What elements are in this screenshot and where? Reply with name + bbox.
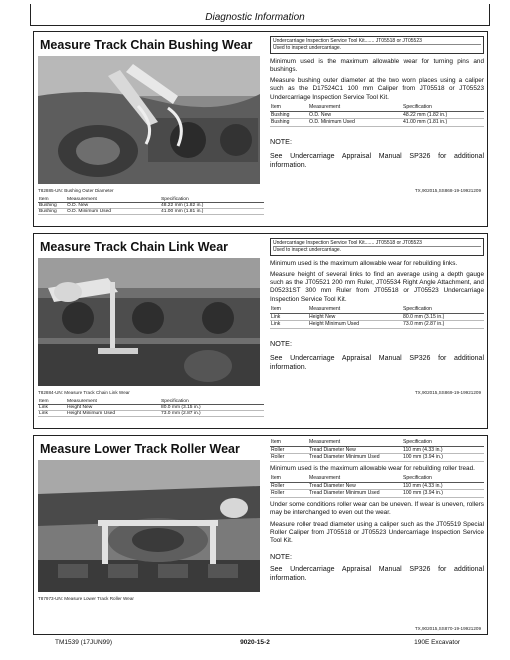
footer-manual-id: TM1539 (17JUN99) [55, 639, 113, 646]
footer-model: 190E Excavator [414, 639, 460, 646]
note-text: See Undercarriage Appraisal Manual SP326 for additional information. [270, 355, 484, 372]
note-label: NOTE: [270, 551, 292, 561]
paragraph: Under some conditions roller wear can be uneven. If wear is uneven, rollers may be interchanged to even out the wear. [270, 500, 484, 517]
section-body [270, 36, 484, 171]
figure-caption: T82885-UN: Bushing Outer Diameter [38, 188, 114, 193]
table-row: Link Height Minimum Used 73.0 mm (2.87 in.) [270, 321, 484, 329]
table-row: Roller Tread Diameter Minimum Used 100 mm (3.94 in.) [270, 454, 484, 462]
table-row: Roller Tread Diameter Minimum Used 100 mm (3.94 in.) [270, 490, 484, 498]
tool-kit-box: Undercarriage Inspection Service Tool Kit....... JT05518 or JT05523 Used to inspect undercarriage. [270, 36, 484, 54]
paragraph: Measure roller tread diameter using a caliper such as the JT05519 Special Roller Caliper from JT05518 or JT05523 Undercarriage Inspection Service Tool Kit. [270, 520, 484, 545]
paragraph: Minimum used is the maximum allowable wear for turning pins and bushings. [270, 57, 484, 73]
figure-caption: T87973-UN: Measure Lower Track Roller Wear [38, 596, 134, 601]
table-row: Bushing O.D. New 48.22 mm (1.82 in.) [270, 111, 484, 119]
table-row: Link Height Minimum Used 73.0 mm (2.87 in.) [38, 411, 264, 417]
photo-link-depth-gauge [38, 258, 260, 386]
section-bushing-wear [33, 31, 488, 227]
section-title: Measure Lower Track Roller Wear [40, 442, 240, 456]
spec-table-top: Item Measurement Specification Roller Tread Diameter New 110 mm (4.33 in.) Roller Tread Diameter Minimum Used 100 mm (3.94 in.) [270, 439, 484, 462]
spec-table: Item Measurement Specification Link Height New 80.0 mm (3.15 in.) Link Height Minimum Used 73.0 mm (2.87 in.) [270, 306, 484, 329]
footer-page-number: 9020-15-2 [240, 639, 270, 646]
note-label: NOTE: [270, 136, 292, 146]
paragraph: Measure height of several links to find an average using a depth gauge such as the JT05521 200 mm Ruler, JT05534 Right Angle Attachment, and D05231ST 300 mm Ruler from JT05518 or JT05523 Undercarriage Inspection Service Tool Kit. [270, 270, 484, 303]
spec-table-left: Item Measurement Specification Bushing O.D. New 48.22 mm (1.82 in.) Bushing O.D. Minimum Used 41.00 mm (1.81 in.) [38, 197, 264, 215]
section-body [270, 439, 484, 583]
table-row: Bushing O.D. Minimum Used 41.00 mm (1.81 in.) [38, 209, 264, 215]
note-label: NOTE: [270, 338, 292, 348]
table-row: Bushing O.D. Minimum Used 41.00 mm (1.81 in.) [270, 119, 484, 127]
section-link-wear [33, 233, 488, 429]
tool-kit-box: Undercarriage Inspection Service Tool Kit....... JT05518 or JT05523 Used to inspect undercarriage. [270, 238, 484, 256]
section-roller-wear [33, 435, 488, 635]
table-row: Link Height New 80.0 mm (3.15 in.) [270, 313, 484, 321]
reference-code: TX,902015,SS870-19-19921209 [414, 626, 481, 631]
paragraph: Minimum used is the maximum allowable wear for rebuilding roller tread. [270, 464, 475, 472]
photo-roller-caliper [38, 460, 260, 592]
photo-bushing-caliper [38, 56, 260, 184]
note-text: See Undercarriage Appraisal Manual SP326 for additional information. [270, 153, 484, 170]
paragraph: Minimum used is the maximum allowable wear for rebuilding links. [270, 259, 458, 267]
section-title: Measure Track Chain Link Wear [40, 240, 229, 254]
note-text: See Undercarriage Appraisal Manual SP326 for additional information. [270, 565, 484, 583]
spec-table: Item Measurement Specification Roller Tread Diameter New 110 mm (4.33 in.) Roller Tread Diameter Minimum Used 100 mm (3.94 in.) [270, 475, 484, 498]
spec-table: Item Measurement Specification Bushing O.D. New 48.22 mm (1.82 in.) Bushing O.D. Minimum Used 41.00 mm (1.81 in.) [270, 104, 484, 127]
reference-code: TX,902015,SS868-19-19921209 [414, 188, 481, 193]
section-body [270, 238, 484, 373]
table-row: Link Height New 80.0 mm (3.15 in.) [38, 405, 264, 411]
reference-code: TX,902015,SS869-19-19921209 [414, 390, 481, 395]
section-title: Measure Track Chain Bushing Wear [40, 38, 253, 52]
spec-table-left: Item Measurement Specification Link Height New 80.0 mm (3.15 in.) Link Height Minimum Used 73.0 mm (2.87 in.) [38, 399, 264, 417]
table-row: Roller Tread Diameter New 110 mm (4.33 in.) [270, 446, 484, 454]
table-row: Bushing O.D. New 48.22 mm (1.82 in.) [38, 203, 264, 209]
figure-caption: T82884-UN: Measure Track Chain Link Wear [38, 390, 130, 395]
table-row: Roller Tread Diameter New 110 mm (4.33 in.) [270, 482, 484, 490]
paragraph: Measure bushing outer diameter at the two worn places using a caliper such as the D17524C1 100 mm Caliper from JT05518 or JT05523 Undercarriage Inspection Service Tool Kit. [270, 77, 484, 101]
page-header-title: Diagnostic Information [205, 12, 305, 23]
